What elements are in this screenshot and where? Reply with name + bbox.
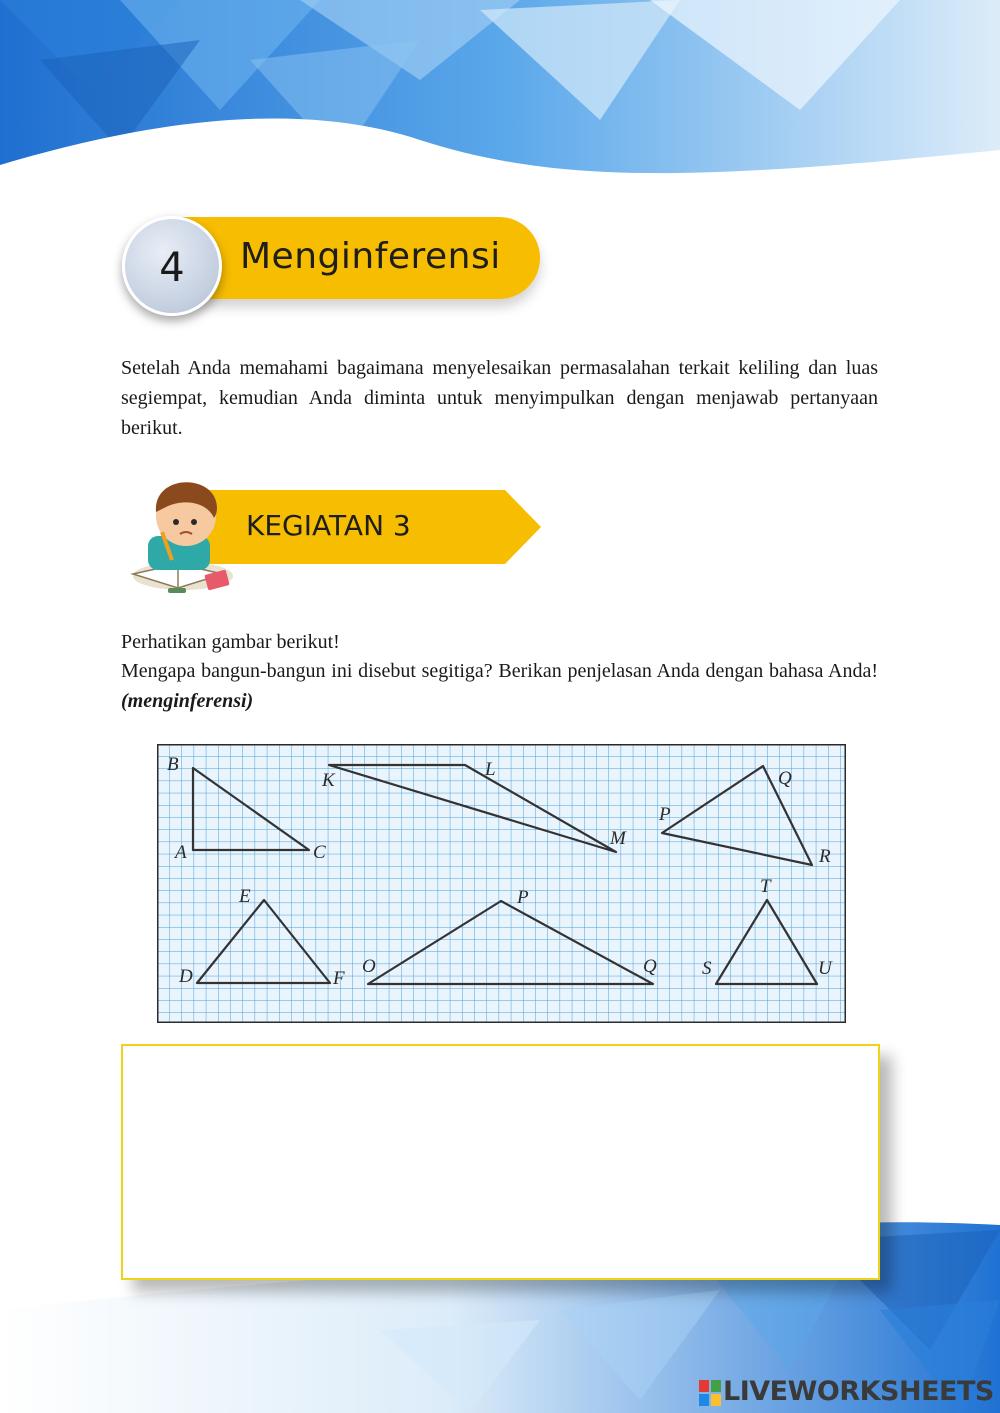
vertex-label-q1: Q: [778, 768, 792, 789]
instruction-question-text: Mengapa bangun-bangun ini disebut segitiga? Berikan penjelasan Anda dengan bahasa Anda!: [121, 660, 878, 682]
vertex-label-t: T: [760, 876, 771, 897]
vertex-label-d: D: [179, 966, 193, 987]
liveworksheets-logo-icon: [699, 1380, 721, 1406]
vertex-label-c: C: [313, 842, 326, 863]
vertex-label-a: A: [175, 842, 187, 863]
activity-title: KEGIATAN 3: [246, 509, 411, 542]
vertex-label-f: F: [333, 968, 345, 989]
vertex-label-p2: P: [517, 887, 529, 908]
vertex-label-b: B: [167, 754, 179, 775]
vertex-label-r: R: [819, 846, 831, 867]
vertex-label-o: O: [362, 956, 376, 977]
vertex-label-q2: Q: [643, 956, 657, 977]
section-number: 4: [159, 245, 185, 291]
intro-paragraph: Setelah Anda memahami bagaimana menyelesaikan permasalahan terkait keliling dan luas segiempat, kemudian Anda diminta untuk menyimpulkan dengan menjawab pertanyaan berikut.: [121, 357, 878, 439]
vertex-label-p1: P: [659, 804, 671, 825]
vertex-label-l: L: [485, 759, 496, 780]
vertex-label-m: M: [610, 828, 626, 849]
vertex-label-u: U: [818, 958, 832, 979]
vertex-label-s: S: [702, 958, 712, 979]
top-decoration: [0, 0, 1000, 200]
vertex-label-e: E: [239, 886, 251, 907]
instruction-emphasis: (menginferensi): [121, 690, 254, 712]
answer-box[interactable]: [121, 1044, 880, 1280]
section-title: Menginferensi: [240, 236, 501, 277]
liveworksheets-watermark: LIVEWORKSHEETS: [723, 1376, 994, 1407]
instruction-question: [121, 656, 878, 716]
triangle-grid-figure: [157, 744, 846, 1023]
vertex-label-k: K: [322, 770, 335, 791]
instruction-observe: Perhatikan gambar berikut!: [121, 631, 340, 653]
studying-kid-illustration: [128, 476, 246, 608]
